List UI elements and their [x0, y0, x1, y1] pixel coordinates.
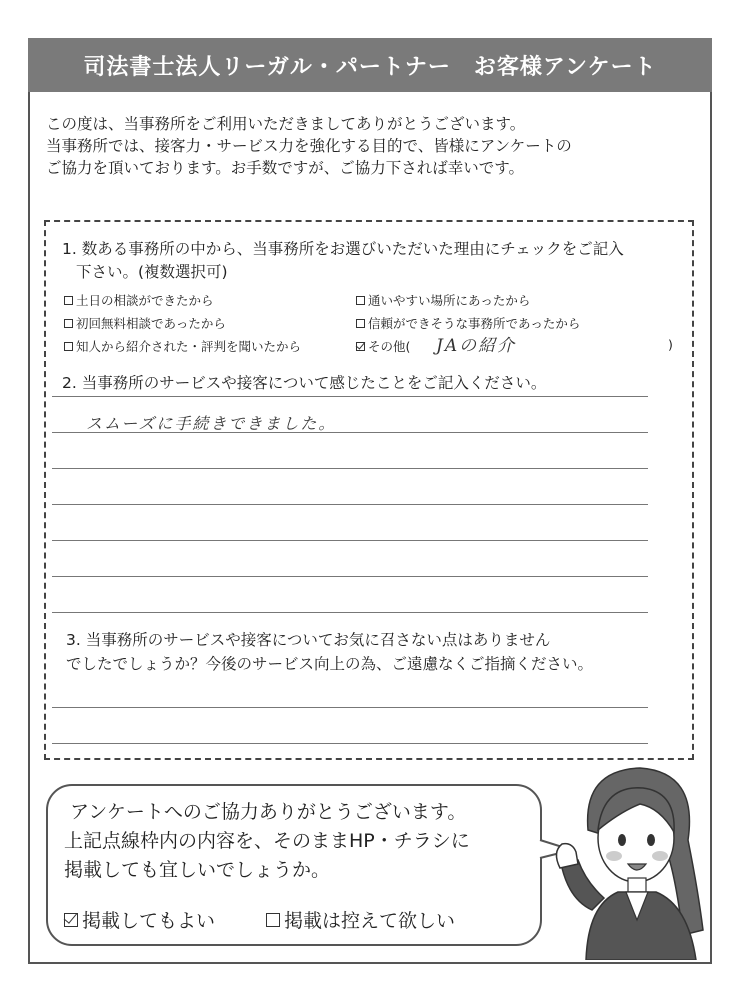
checkbox-consent-yes[interactable] — [64, 913, 78, 927]
intro-line-1: この度は、当事務所をご利用いただきましてありがとうございます。 — [46, 115, 526, 133]
question-3-line-1: 3. 当事務所のサービスや接客についてお気に召さない点はありません — [66, 631, 551, 649]
answer-line — [52, 432, 648, 433]
option-trustworthy[interactable] — [356, 314, 580, 332]
question-3-line-2: でしたでしょうか？今後のサービス向上の為、ご遠慮なくご指摘ください。 — [66, 655, 594, 673]
intro-line-2: 当事務所では、接客力・サービス力を強化する目的で、皆様にアンケートの — [46, 137, 572, 155]
page-title: 司法書士法人リーガル・パートナー お客様アンケート — [28, 38, 712, 92]
intro-line-3: ご協力を頂いております。お手数ですが、ご協力下されば幸いです。 — [46, 159, 525, 177]
option-label: 通いやすい場所にあったから — [368, 293, 531, 308]
answer-line — [52, 707, 648, 708]
consent-no-label: 掲載は控えて欲しい — [284, 910, 456, 932]
answer-line — [52, 504, 648, 505]
consent-no-option[interactable] — [266, 906, 455, 933]
checkbox-consent-no[interactable] — [266, 913, 280, 927]
answer-line — [52, 396, 648, 397]
option-weekend-consult[interactable] — [64, 291, 214, 309]
question-1-line-2: 下さい。(複数選択可) — [76, 263, 228, 281]
checkbox-other[interactable] — [356, 342, 365, 351]
question-2-handwritten-answer: スムーズに手続きできました。 — [86, 414, 337, 433]
option-convenient-location[interactable] — [356, 291, 530, 309]
checkbox-convenient-location[interactable] — [356, 296, 365, 305]
option-label: 土日の相談ができたから — [76, 293, 214, 308]
answer-line — [52, 743, 648, 744]
closing-line-3: 掲載しても宜しいでしょうか。 — [64, 859, 331, 881]
answer-line — [52, 612, 648, 613]
option-label: 信頼ができそうな事務所であったから — [368, 316, 581, 331]
consent-yes-option[interactable] — [64, 906, 215, 933]
checkbox-referral[interactable] — [64, 342, 73, 351]
checkbox-weekend-consult[interactable] — [64, 296, 73, 305]
closing-line-1: アンケートへのご協力ありがとうございます。 — [70, 801, 467, 823]
question-1-line-1: 1. 数ある事務所の中から、当事務所をお選びいただいた理由にチェックをご記入 — [62, 240, 624, 258]
answer-line — [52, 468, 648, 469]
intro-text — [46, 113, 686, 179]
question-2: 2. 当事務所のサービスや接客について感じたことをご記入ください。 — [62, 374, 547, 392]
option-referral[interactable] — [64, 337, 301, 355]
option-label: その他( — [368, 339, 411, 354]
staff-woman-illustration-icon — [548, 760, 718, 960]
option-free-first-consult[interactable] — [64, 314, 226, 332]
option-other[interactable] — [356, 337, 410, 355]
answer-line — [52, 540, 648, 541]
answer-line — [52, 576, 648, 577]
option-label: 初回無料相談であったから — [76, 316, 226, 331]
other-close-paren: ) — [668, 337, 673, 352]
option-label: 知人から紹介された・評判を聞いたから — [76, 339, 302, 354]
checkbox-trustworthy[interactable] — [356, 319, 365, 328]
closing-line-2: 上記点線枠内の内容を、そのままHP・チラシに — [64, 830, 470, 852]
other-handwritten-answer: JAの紹介 — [436, 336, 517, 356]
consent-yes-label: 掲載してもよい — [82, 910, 216, 932]
checkbox-free-first-consult[interactable] — [64, 319, 73, 328]
